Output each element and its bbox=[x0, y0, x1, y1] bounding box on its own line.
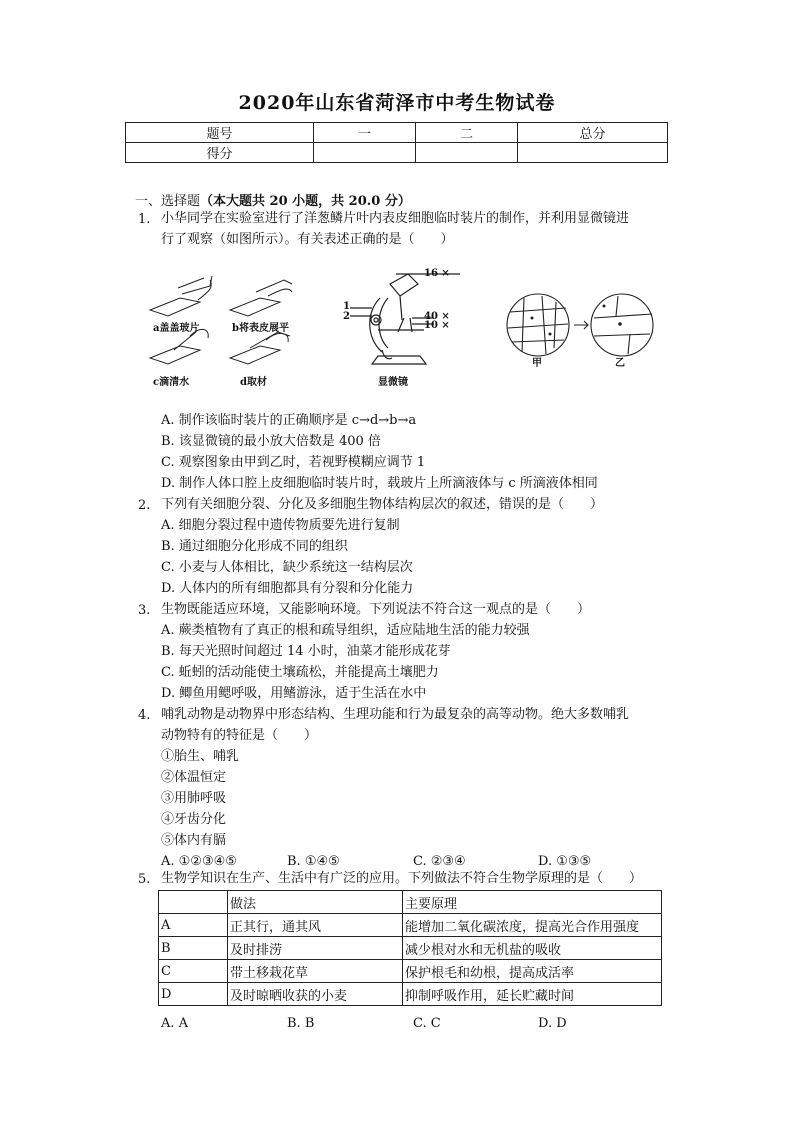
q1-option-c[interactable]: C. 观察图象由甲到乙时，若视野模糊应调节 1 bbox=[161, 455, 426, 470]
microscope-label: 显微镜 bbox=[378, 377, 408, 388]
q3-option-d[interactable]: D. 鲫鱼用鳃呼吸，用鳍游泳，适于生活在水中 bbox=[161, 686, 427, 701]
score-cell[interactable] bbox=[518, 143, 668, 163]
q4-item: ④牙齿分化 bbox=[161, 812, 227, 827]
table-row bbox=[159, 914, 662, 937]
q4-item: ①胎生、哺乳 bbox=[161, 749, 240, 764]
q2-option-c[interactable]: C. 小麦与人体相比，缺少系统这一结构层次 bbox=[161, 560, 413, 575]
q2-stem: 下列有关细胞分裂、分化及多细胞生物体结构层次的叙述，错误的是（ ） bbox=[161, 497, 604, 512]
section-heading bbox=[135, 190, 411, 209]
q5-option-c[interactable]: C. C bbox=[413, 1016, 441, 1031]
q4-option-a[interactable]: A. ①②③④⑤ bbox=[161, 854, 237, 869]
q5-cell: 及时排涝 bbox=[228, 937, 403, 960]
q4-item: ⑤体内有膈 bbox=[161, 833, 227, 848]
q5-cell: 保护根毛和幼根，提高成活率 bbox=[403, 960, 662, 983]
q4-item: ②体温恒定 bbox=[161, 770, 227, 785]
table-row bbox=[159, 983, 662, 1006]
q5-number: 5. bbox=[138, 872, 151, 887]
score-header-cell: 总分 bbox=[518, 123, 668, 143]
q4-stem: 动物特有的特征是（ ） bbox=[161, 728, 318, 743]
score-table bbox=[125, 122, 668, 163]
q1-option-a[interactable]: A. 制作该临时装片的正确顺序是 c→d→b→a bbox=[161, 413, 417, 428]
q5-cell: 带土移栽花草 bbox=[228, 960, 403, 983]
section-note: （本大题共 20 小题，共 20.0 分） bbox=[200, 194, 411, 209]
q5-cell: 减少根对水和无机盐的吸收 bbox=[403, 937, 662, 960]
q4-option-d[interactable]: D. ①③⑤ bbox=[538, 854, 592, 869]
q1-number: 1. bbox=[138, 212, 151, 227]
q5-header-cell: 主要原理 bbox=[403, 891, 662, 914]
score-header-cell: 二 bbox=[416, 123, 518, 143]
q3-option-b[interactable]: B. 每天光照时间超过 14 小时，油菜才能形成花芽 bbox=[161, 644, 451, 659]
field-jia-label: 甲 bbox=[532, 358, 542, 369]
q5-option-b[interactable]: B. B bbox=[287, 1016, 315, 1031]
q5-cell: 抑制呼吸作用，延长贮藏时间 bbox=[403, 983, 662, 1006]
q4-option-b[interactable]: B. ①④⑤ bbox=[287, 854, 340, 869]
q1-option-b[interactable]: B. 该显微镜的最小放大倍数是 400 倍 bbox=[161, 434, 381, 449]
q3-number: 3. bbox=[138, 603, 151, 618]
q3-option-a[interactable]: A. 蕨类植物有了真正的根和疏导组织，适应陆地生活的能力较强 bbox=[161, 623, 530, 638]
objective-16x-label: 16 × bbox=[424, 268, 450, 279]
page-title: 2020年山东省菏泽市中考生物试卷 bbox=[238, 92, 556, 114]
q4-item: ③用肺呼吸 bbox=[161, 791, 227, 806]
q5-option-d[interactable]: D. D bbox=[538, 1016, 567, 1031]
field-yi-label: 乙 bbox=[615, 358, 625, 369]
figure-label-a: a盖盖玻片 bbox=[153, 323, 200, 334]
q2-option-b[interactable]: B. 通过细胞分化形成不同的组织 bbox=[161, 539, 348, 554]
table-row bbox=[159, 937, 662, 960]
figure-label-d: d取材 bbox=[240, 377, 267, 388]
score-header-cell: 题号 bbox=[126, 123, 314, 143]
q5-cell: 及时晾晒收获的小麦 bbox=[228, 983, 403, 1006]
figure-label-b: b将表皮展平 bbox=[232, 323, 289, 334]
q2-number: 2. bbox=[138, 498, 151, 513]
q5-cell: 能增加二氧化碳浓度，提高光合作用强度 bbox=[403, 914, 662, 937]
q1-option-d[interactable]: D. 制作人体口腔上皮细胞临时装片时，载玻片上所滴液体与 c 所滴液体相同 bbox=[161, 476, 598, 491]
section-label: 一、选择题 bbox=[135, 194, 201, 209]
score-header-cell: 一 bbox=[314, 123, 416, 143]
q4-stem: 哺乳动物是动物界中形态结构、生理功能和行为最复杂的高等动物。绝大多数哺乳 bbox=[161, 707, 630, 722]
field-of-view-figure bbox=[500, 290, 670, 360]
q2-option-d[interactable]: D. 人体内的所有细胞都具有分裂和分化能力 bbox=[161, 581, 414, 596]
q5-cell: C bbox=[159, 960, 228, 983]
table-row bbox=[159, 960, 662, 983]
q5-header-cell bbox=[159, 891, 228, 914]
q5-cell: A bbox=[159, 914, 228, 937]
q4-option-c[interactable]: C. ②③④ bbox=[413, 854, 466, 869]
q5-table bbox=[158, 890, 662, 1006]
q1-stem: 行了观察（如图所示）。有关表述正确的是（ ） bbox=[161, 232, 454, 247]
q4-number: 4. bbox=[138, 708, 151, 723]
objective-10x-label: 10 × bbox=[424, 320, 450, 331]
microscope-figure bbox=[340, 268, 470, 378]
score-cell[interactable] bbox=[416, 143, 518, 163]
figure-label-c: c滴清水 bbox=[153, 377, 190, 388]
score-row-label: 得分 bbox=[126, 143, 314, 163]
q5-header-cell: 做法 bbox=[228, 891, 403, 914]
q1-stem: 小华同学在实验室进行了洋葱鳞片叶内表皮细胞临时装片的制作，并利用显微镜进 bbox=[161, 211, 630, 226]
q5-cell: D bbox=[159, 983, 228, 1006]
q3-option-c[interactable]: C. 蚯蚓的活动能使土壤疏松，并能提高土壤肥力 bbox=[161, 665, 439, 680]
part-2-label: 2 bbox=[343, 311, 350, 322]
q5-stem: 生物学知识在生产、生活中有广泛的应用。下列做法不符合生物学原理的是（ ） bbox=[161, 871, 643, 886]
score-cell[interactable] bbox=[314, 143, 416, 163]
part-1-label: 1 bbox=[343, 301, 350, 312]
q5-cell: 正其行，通其风 bbox=[228, 914, 403, 937]
q2-option-a[interactable]: A. 细胞分裂过程中遗传物质要先进行复制 bbox=[161, 518, 400, 533]
objective-40x-label: 40 × bbox=[424, 311, 450, 322]
q3-stem: 生物既能适应环境，又能影响环境。下列说法不符合这一观点的是（ ） bbox=[161, 602, 591, 617]
q5-cell: B bbox=[159, 937, 228, 960]
q5-option-a[interactable]: A. A bbox=[161, 1016, 189, 1031]
